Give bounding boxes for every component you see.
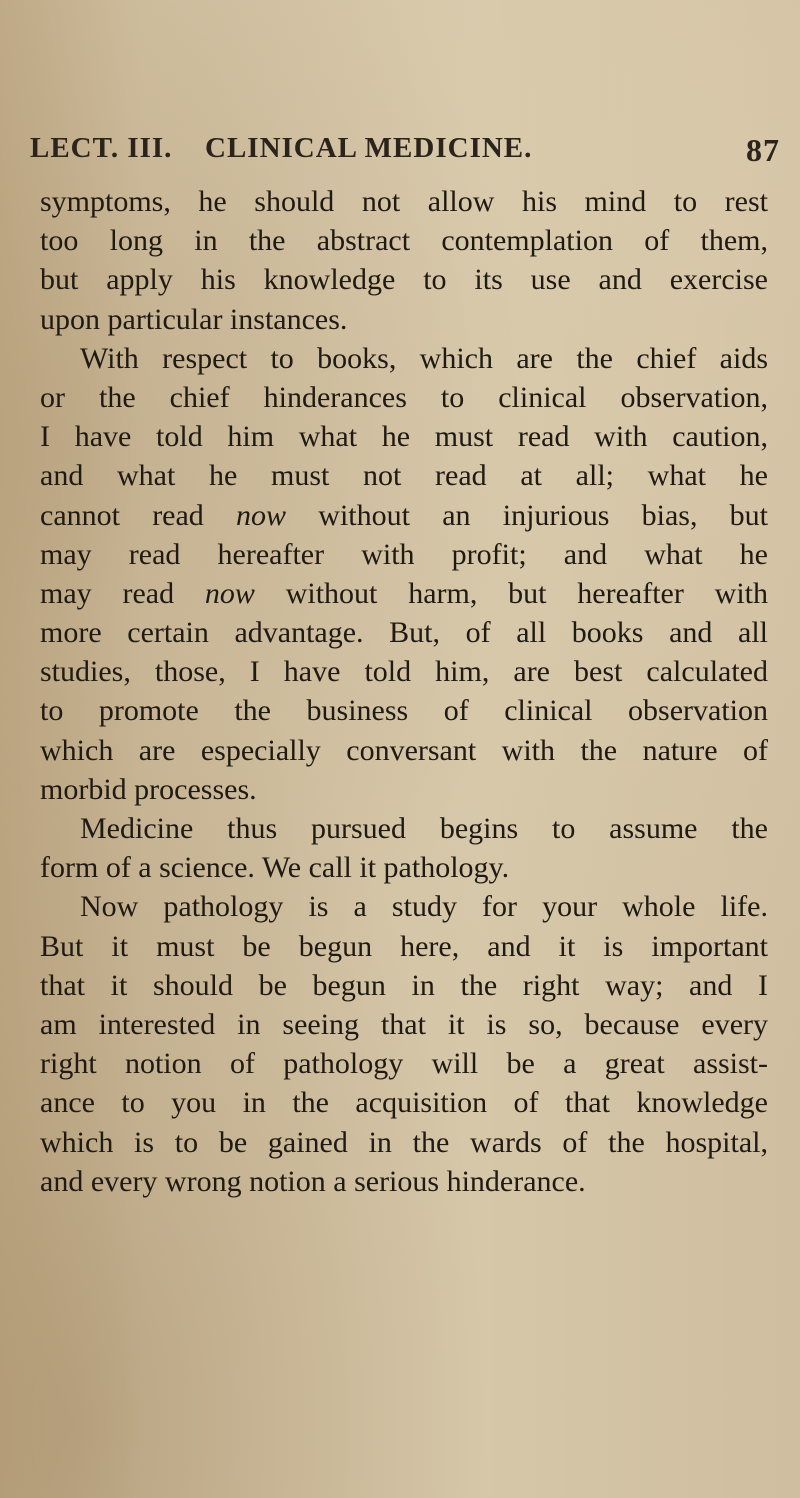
text-line: and what he must not read at all; what he [40,459,768,493]
text-line: which is to be gained in the wards of the hospital, [40,1125,768,1159]
body-text [40,182,768,1201]
text-line: Now pathology is a study for your whole life. [80,890,768,924]
text-line: am interested in seeing that it is so, because every [40,1007,768,1041]
text-line: right notion of pathology will be a great assist- [40,1047,768,1081]
text-line: morbid processes. [40,772,257,806]
text-line: symptoms, he should not allow his mind to rest [40,185,768,218]
text-line: may read now without harm, but hereafter with [40,576,768,610]
text-line: I have told him what he must read with caution, [40,420,768,454]
page-number: 87 [746,132,780,168]
text-line: more certain advantage. But, of all books and all [40,616,768,650]
text-line: too long in the abstract contemplation of them, [40,224,768,258]
running-head-title: CLINICAL MEDICINE. [205,132,533,164]
paragraph-4 [40,887,768,1201]
text-line: But it must be begun here, and it is important [40,929,768,963]
text-line: which are especially conversant with the nature of [40,733,768,767]
running-head [30,132,790,172]
text-line: ance to you in the acquisition of that knowledge [40,1086,768,1120]
text-line: that it should be begun in the right way; and I [40,968,768,1002]
text-line: studies, those, I have told him, are best calculated [40,655,768,689]
text-line: With respect to books, which are the chief aids [80,341,768,375]
paragraph-2 [40,339,768,809]
paragraph-1 [40,182,768,339]
text-line: or the chief hinderances to clinical observation, [40,380,768,414]
paragraph-3 [40,809,768,887]
text-line: may read hereafter with profit; and what he [40,537,768,571]
text-line: Medicine thus pursued begins to assume the [80,812,768,845]
text-line: upon particular instances. [40,302,348,336]
running-head-lecture: LECT. III. [30,132,173,164]
text-line: cannot read now without an injurious bias, but [40,498,769,532]
text-line: to promote the business of clinical observation [40,694,768,728]
text-line: and every wrong notion a serious hinderance. [40,1164,586,1198]
text-line: form of a science. We call it pathology. [40,851,510,885]
text-line: but apply his knowledge to its use and exercise [40,263,768,297]
